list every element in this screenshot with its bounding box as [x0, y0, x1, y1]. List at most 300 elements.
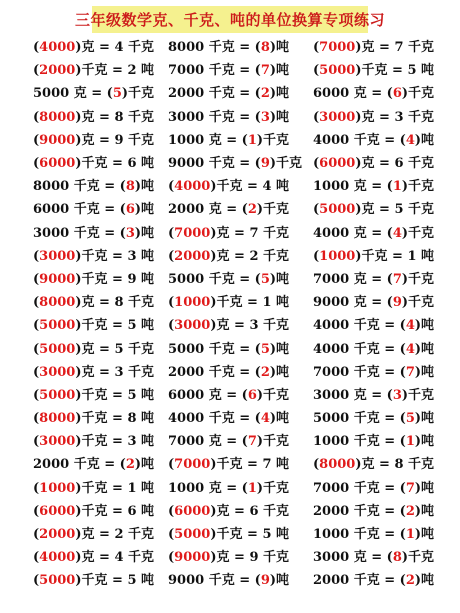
exercise-text: (: [33, 341, 40, 357]
exercise-text: )吨: [414, 132, 435, 148]
exercise-text: )克 = 6 千克: [210, 503, 290, 519]
exercise-text: (: [313, 248, 320, 264]
exercise-text: (: [168, 225, 175, 241]
exercise-text: )克 = 9 千克: [75, 132, 155, 148]
exercise-text: (: [33, 364, 40, 380]
exercise-text: )吨: [414, 411, 435, 427]
answer-value: 3: [260, 109, 270, 125]
exercise-item: [33, 523, 154, 546]
answer-value: 3: [125, 225, 135, 241]
answer-value: 2000: [174, 248, 211, 264]
exercise-item: [33, 106, 154, 129]
exercise-text: 3000 千克 = (: [168, 109, 261, 125]
exercise-item: [313, 106, 434, 129]
exercise-text: )吨: [269, 86, 290, 102]
exercise-text: )吨: [134, 179, 155, 195]
exercise-text: (: [33, 156, 40, 172]
exercise-text: (: [33, 573, 40, 589]
exercise-text: 3000 千克 = (: [33, 225, 126, 241]
exercise-item: [33, 175, 154, 198]
exercise-item: [168, 407, 289, 430]
exercise-item: [33, 314, 154, 337]
exercise-text: (: [313, 156, 320, 172]
exercise-text: )克 = 2 千克: [210, 248, 290, 264]
exercise-row: [0, 198, 460, 221]
exercise-item: [168, 82, 289, 105]
exercise-item: [313, 477, 434, 500]
exercise-text: 3000 克 = (: [313, 387, 393, 403]
answer-value: 5000: [319, 202, 356, 218]
exercise-text: (: [168, 527, 175, 543]
exercise-item: [313, 129, 434, 152]
answer-value: 6: [247, 387, 257, 403]
exercise-item: [33, 152, 154, 175]
exercise-text: )克 = 7 千克: [355, 40, 435, 56]
exercise-text: (: [168, 318, 175, 334]
exercise-text: 4000 千克 = (: [313, 132, 406, 148]
exercise-text: )千克: [401, 271, 435, 287]
exercise-item: [33, 407, 154, 430]
exercise-text: )千克 = 7 吨: [210, 457, 290, 473]
exercise-text: )吨: [269, 573, 290, 589]
exercise-text: )吨: [414, 318, 435, 334]
exercise-text: (: [313, 202, 320, 218]
exercise-text: 6000 千克 = (: [33, 202, 126, 218]
exercise-text: 8000 千克 = (: [168, 40, 261, 56]
exercise-text: (: [168, 179, 175, 195]
exercise-text: )千克 = 8 吨: [75, 411, 155, 427]
exercise-item: [168, 198, 289, 221]
exercise-item: [168, 175, 289, 198]
answer-value: 6000: [39, 156, 76, 172]
exercise-text: )吨: [269, 341, 290, 357]
exercise-text: )吨: [269, 271, 290, 287]
answer-value: 9000: [174, 550, 211, 566]
exercise-text: 1000 克 = (: [313, 179, 393, 195]
exercise-text: )千克 = 1 吨: [355, 248, 435, 264]
exercise-text: )克 = 8 千克: [75, 109, 155, 125]
exercise-text: (: [33, 109, 40, 125]
answer-value: 2: [260, 364, 270, 380]
exercise-text: )吨: [414, 364, 435, 380]
exercise-item: [168, 129, 289, 152]
answer-value: 3000: [319, 109, 356, 125]
answer-value: 8: [260, 40, 270, 56]
exercise-text: (: [33, 550, 40, 566]
exercise-text: )千克 = 3 吨: [75, 434, 155, 450]
exercise-text: )克 = 6 千克: [355, 156, 435, 172]
answer-value: 3000: [39, 248, 76, 264]
exercise-text: (: [33, 40, 40, 56]
answer-value: 3: [392, 387, 402, 403]
exercise-row: [0, 59, 460, 82]
exercise-text: 7000 千克 = (: [313, 364, 406, 380]
exercise-text: )吨: [134, 225, 155, 241]
answer-value: 6000: [174, 503, 211, 519]
answer-value: 5000: [39, 387, 76, 403]
exercise-item: [33, 222, 154, 245]
exercise-text: 5000 千克 = (: [168, 271, 261, 287]
exercise-text: (: [313, 457, 320, 473]
exercise-text: )千克 = 9 吨: [75, 271, 155, 287]
exercise-item: [313, 384, 434, 407]
exercise-text: )吨: [269, 109, 290, 125]
answer-value: 7: [247, 434, 257, 450]
exercise-item: [168, 384, 289, 407]
exercise-row: [0, 523, 460, 546]
exercise-text: (: [33, 434, 40, 450]
answer-value: 3000: [174, 318, 211, 334]
exercise-item: [168, 314, 289, 337]
answer-value: 5: [405, 411, 415, 427]
exercise-text: )千克: [256, 434, 290, 450]
exercise-item: [313, 337, 434, 360]
exercise-item: [33, 546, 154, 569]
exercise-text: )克 = 8 千克: [75, 295, 155, 311]
exercise-item: [168, 569, 289, 592]
exercise-text: )吨: [414, 341, 435, 357]
exercise-text: )千克: [401, 387, 435, 403]
exercise-item: [168, 337, 289, 360]
exercise-item: [33, 569, 154, 592]
exercise-item: [168, 152, 302, 175]
exercise-item: [168, 36, 289, 59]
exercise-text: 5000 千克 = (: [168, 341, 261, 357]
exercise-item: [313, 453, 434, 476]
exercise-item: [313, 82, 434, 105]
exercise-text: (: [168, 550, 175, 566]
exercise-item: [313, 569, 434, 592]
exercise-item: [168, 222, 289, 245]
answer-value: 4: [405, 132, 415, 148]
exercise-row: [0, 500, 460, 523]
exercise-item: [168, 106, 289, 129]
exercise-text: )千克: [256, 480, 290, 496]
exercise-item: [168, 453, 289, 476]
exercise-item: [33, 36, 154, 59]
exercise-text: )千克 = 5 吨: [210, 527, 290, 543]
exercise-text: (: [168, 457, 175, 473]
answer-value: 6: [125, 202, 135, 218]
exercise-item: [33, 453, 154, 476]
answer-value: 1000: [174, 295, 211, 311]
exercise-text: 4000 千克 = (: [313, 341, 406, 357]
answer-value: 5000: [319, 63, 356, 79]
exercise-text: (: [33, 132, 40, 148]
exercise-text: )克 = 4 千克: [75, 40, 155, 56]
title-banner: [75, 6, 386, 33]
exercise-text: )克 = 4 千克: [75, 550, 155, 566]
exercise-row: [0, 245, 460, 268]
exercise-item: [33, 291, 154, 314]
exercise-text: (: [313, 109, 320, 125]
exercise-item: [313, 523, 434, 546]
exercise-text: 7000 千克 = (: [168, 63, 261, 79]
exercise-item: [168, 245, 289, 268]
answer-value: 4000: [39, 40, 76, 56]
exercise-text: 2000 千克 = (: [168, 364, 261, 380]
exercise-item: [313, 175, 434, 198]
exercise-text: 7000 克 = (: [168, 434, 248, 450]
exercise-text: )千克: [401, 179, 435, 195]
exercise-row: [0, 407, 460, 430]
answer-value: 7: [392, 271, 402, 287]
exercise-text: (: [33, 63, 40, 79]
answer-value: 8000: [319, 457, 356, 473]
exercise-text: )千克: [256, 132, 290, 148]
exercise-row: [0, 430, 460, 453]
exercise-item: [168, 546, 289, 569]
exercise-item: [33, 268, 154, 291]
exercise-text: )吨: [414, 573, 435, 589]
answer-value: 1: [392, 179, 402, 195]
answer-value: 2: [260, 86, 270, 102]
answer-value: 1000: [39, 480, 76, 496]
answer-value: 2: [125, 457, 135, 473]
exercise-text: )克 = 3 千克: [210, 318, 290, 334]
exercise-item: [33, 384, 154, 407]
answer-value: 5000: [39, 573, 76, 589]
exercise-item: [33, 337, 154, 360]
exercise-row: [0, 129, 460, 152]
exercise-text: (: [168, 248, 175, 264]
answer-value: 7000: [174, 457, 211, 473]
answer-value: 1: [405, 434, 415, 450]
exercise-text: )千克 = 3 吨: [75, 248, 155, 264]
exercise-item: [313, 152, 434, 175]
answer-value: 3000: [39, 364, 76, 380]
exercise-item: [33, 500, 154, 523]
exercise-text: )克 = 3 千克: [75, 364, 155, 380]
exercise-text: )克 = 5 千克: [75, 341, 155, 357]
answer-value: 2000: [39, 527, 76, 543]
exercise-text: 2000 千克 = (: [313, 503, 406, 519]
answer-value: 1: [247, 132, 257, 148]
exercise-text: (: [33, 527, 40, 543]
exercise-text: )克 = 7 千克: [210, 225, 290, 241]
answer-value: 6000: [39, 503, 76, 519]
exercise-text: 9000 克 = (: [313, 295, 393, 311]
answer-value: 2000: [39, 63, 76, 79]
exercise-text: )千克: [121, 86, 155, 102]
exercise-item: [33, 361, 154, 384]
exercise-text: )千克: [401, 295, 435, 311]
exercise-text: )克 = 3 千克: [355, 109, 435, 125]
answer-value: 5000: [39, 318, 76, 334]
exercise-item: [313, 268, 434, 291]
exercise-text: 4000 克 = (: [313, 225, 393, 241]
page-title: 三年级数学克、千克、吨的单位换算专项练习: [75, 11, 386, 29]
answer-value: 1000: [319, 248, 356, 264]
answer-value: 8: [125, 179, 135, 195]
answer-value: 5: [112, 86, 122, 102]
exercise-item: [313, 314, 434, 337]
exercise-text: )吨: [414, 503, 435, 519]
exercise-item: [168, 477, 289, 500]
answer-value: 3000: [39, 434, 76, 450]
answer-value: 5000: [174, 527, 211, 543]
exercise-row: [0, 453, 460, 476]
answer-value: 6000: [319, 156, 356, 172]
answer-value: 2: [405, 503, 415, 519]
exercise-row: [0, 569, 460, 592]
answer-value: 1: [405, 527, 415, 543]
exercise-row: [0, 152, 460, 175]
exercise-text: (: [313, 40, 320, 56]
exercise-text: 5000 克 = (: [33, 86, 113, 102]
answer-value: 4000: [39, 550, 76, 566]
answer-value: 4: [405, 341, 415, 357]
answer-value: 9000: [39, 132, 76, 148]
answer-value: 2: [247, 202, 257, 218]
exercise-text: )千克 = 2 吨: [75, 63, 155, 79]
answer-value: 4: [392, 225, 402, 241]
exercise-item: [33, 129, 154, 152]
exercise-row: [0, 314, 460, 337]
exercise-text: )吨: [134, 457, 155, 473]
exercise-text: (: [33, 318, 40, 334]
exercise-item: [313, 407, 434, 430]
exercise-row: [0, 222, 460, 245]
exercise-item: [313, 198, 434, 221]
exercise-text: (: [313, 63, 320, 79]
exercise-item: [168, 268, 289, 291]
exercise-text: 3000 克 = (: [313, 550, 393, 566]
answer-value: 8: [392, 550, 402, 566]
exercise-text: (: [33, 480, 40, 496]
exercise-item: [33, 430, 154, 453]
exercise-row: [0, 361, 460, 384]
exercise-text: )千克 = 5 吨: [75, 387, 155, 403]
exercise-item: [313, 361, 434, 384]
exercise-item: [313, 430, 434, 453]
exercise-text: )克 = 9 千克: [210, 550, 290, 566]
exercise-item: [313, 59, 434, 82]
answer-value: 7: [260, 63, 270, 79]
exercise-text: )克 = 5 千克: [355, 202, 435, 218]
exercise-item: [33, 245, 154, 268]
exercise-row: [0, 337, 460, 360]
exercise-item: [33, 59, 154, 82]
exercise-item: [313, 291, 434, 314]
exercise-text: )千克: [401, 225, 435, 241]
answer-value: 8000: [39, 109, 76, 125]
exercise-item: [33, 82, 154, 105]
exercise-text: )吨: [414, 434, 435, 450]
exercise-text: )千克: [256, 387, 290, 403]
exercise-text: )千克: [269, 156, 303, 172]
exercise-text: (: [168, 295, 175, 311]
exercise-text: 8000 千克 = (: [33, 179, 126, 195]
answer-value: 9: [260, 156, 270, 172]
exercise-item: [313, 546, 434, 569]
exercise-text: (: [33, 271, 40, 287]
exercise-text: 6000 克 = (: [168, 387, 248, 403]
exercise-text: (: [33, 387, 40, 403]
exercise-row: [0, 477, 460, 500]
exercise-row: [0, 546, 460, 569]
answer-value: 5000: [39, 341, 76, 357]
exercise-text: )克 = 2 千克: [75, 527, 155, 543]
exercise-item: [168, 291, 289, 314]
exercise-text: 2000 千克 = (: [313, 573, 406, 589]
answer-value: 6: [392, 86, 402, 102]
answer-value: 2: [405, 573, 415, 589]
exercise-text: 6000 克 = (: [313, 86, 393, 102]
exercise-text: )千克 = 1 吨: [210, 295, 290, 311]
exercise-row: [0, 36, 460, 59]
exercise-text: )千克 = 6 吨: [75, 503, 155, 519]
exercise-row: [0, 82, 460, 105]
exercise-text: )吨: [269, 63, 290, 79]
exercise-row: [0, 106, 460, 129]
exercise-item: [33, 198, 154, 221]
exercise-item: [313, 245, 434, 268]
answer-value: 1: [247, 480, 257, 496]
exercise-text: )吨: [414, 480, 435, 496]
exercise-text: )吨: [269, 40, 290, 56]
exercise-text: 2000 克 = (: [168, 202, 248, 218]
exercise-text: )吨: [414, 527, 435, 543]
exercise-item: [168, 500, 289, 523]
exercise-text: )千克 = 5 吨: [355, 63, 435, 79]
answer-value: 9: [260, 573, 270, 589]
answer-value: 7: [405, 364, 415, 380]
exercise-text: )吨: [269, 364, 290, 380]
answer-value: 9000: [39, 271, 76, 287]
exercise-text: )千克: [401, 86, 435, 102]
exercise-text: 9000 千克 = (: [168, 156, 261, 172]
exercise-item: [313, 222, 434, 245]
exercise-text: (: [33, 295, 40, 311]
exercise-row: [0, 291, 460, 314]
exercise-item: [168, 361, 289, 384]
exercise-text: (: [33, 248, 40, 264]
answer-value: 7: [405, 480, 415, 496]
exercise-row: [0, 268, 460, 291]
exercise-text: 1000 千克 = (: [313, 434, 406, 450]
exercise-item: [168, 523, 289, 546]
exercise-text: )千克 = 5 吨: [75, 318, 155, 334]
answer-value: 7000: [319, 40, 356, 56]
exercise-text: 5000 千克 = (: [313, 411, 406, 427]
answer-value: 5: [260, 271, 270, 287]
exercise-text: 2000 千克 = (: [168, 86, 261, 102]
answer-value: 9: [392, 295, 402, 311]
exercise-text: 2000 千克 = (: [33, 457, 126, 473]
exercise-text: )吨: [134, 202, 155, 218]
exercise-text: )克 = 8 千克: [355, 457, 435, 473]
answer-value: 8000: [39, 295, 76, 311]
answer-value: 4000: [174, 179, 211, 195]
answer-value: 7000: [174, 225, 211, 241]
exercise-text: 1000 克 = (: [168, 132, 248, 148]
exercise-item: [33, 477, 154, 500]
answer-value: 4: [260, 411, 270, 427]
exercise-text: (: [168, 503, 175, 519]
answer-value: 8000: [39, 411, 76, 427]
exercise-item: [168, 430, 289, 453]
exercise-row: [0, 175, 460, 198]
answer-value: 4: [405, 318, 415, 334]
exercise-text: )千克: [401, 550, 435, 566]
exercise-text: )千克 = 4 吨: [210, 179, 290, 195]
exercise-text: 1000 千克 = (: [313, 527, 406, 543]
exercise-text: )千克: [256, 202, 290, 218]
exercise-text: 4000 千克 = (: [168, 411, 261, 427]
exercise-text: (: [33, 411, 40, 427]
exercise-text: )吨: [269, 411, 290, 427]
